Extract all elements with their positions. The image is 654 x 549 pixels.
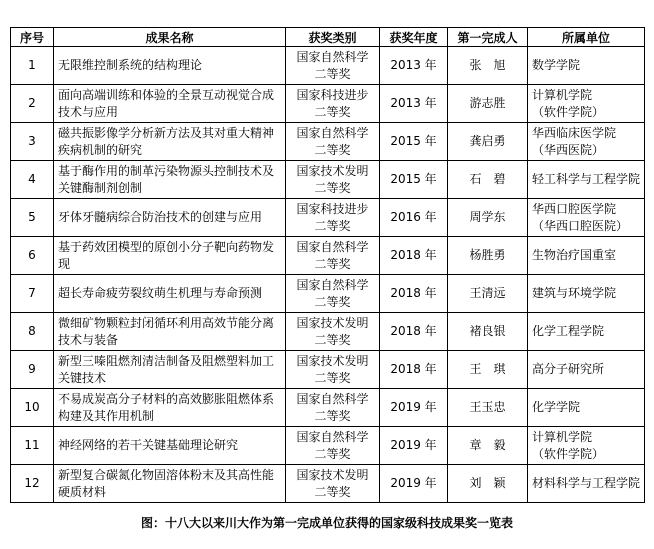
cell-unit (528, 389, 645, 427)
cell-name: 磁共振影像学分析新方法及其对重大精神疾病机制的研究 (54, 123, 286, 161)
cell-type-line: 二等奖 (314, 180, 351, 195)
cell-year: 2019 年 (380, 465, 448, 503)
cell-year: 2015 年 (380, 161, 448, 199)
cell-person: 褚良银 (448, 313, 528, 351)
cell-name: 基于酶作用的制革污染物源头控制技术及关键酶制剂创制 (54, 161, 286, 199)
cell-type-line: 国家科技进步 (296, 201, 369, 216)
cell-type (286, 351, 380, 389)
cell-type-line: 国家技术发明 (296, 353, 369, 368)
cell-unit (528, 427, 645, 465)
cell-name: 新型复合碳氮化物固溶体粉末及其高性能硬质材料 (54, 465, 286, 503)
cell-unit-line: 计算机学院 (532, 429, 593, 444)
header-unit: 所属单位 (528, 28, 645, 47)
table-body (11, 47, 645, 503)
cell-name: 基于药效团模型的原创小分子靶向药物发现 (54, 237, 286, 275)
cell-unit-line: （华西口腔医院） (532, 218, 629, 233)
cell-unit-line: 华西临床医学院 (532, 125, 617, 140)
cell-unit (528, 313, 645, 351)
cell-type (286, 161, 380, 199)
cell-year: 2018 年 (380, 351, 448, 389)
cell-unit-line: （华西医院） (532, 142, 605, 157)
cell-person: 周学东 (448, 199, 528, 237)
cell-seq: 5 (11, 199, 54, 237)
cell-name: 神经网络的若干关键基础理论研究 (54, 427, 286, 465)
cell-seq: 2 (11, 85, 54, 123)
cell-unit (528, 275, 645, 313)
cell-unit-line: 华西口腔医学院 (532, 201, 617, 216)
cell-seq: 4 (11, 161, 54, 199)
cell-unit (528, 199, 645, 237)
cell-type-line: 二等奖 (314, 142, 351, 157)
cell-year: 2018 年 (380, 313, 448, 351)
cell-type (286, 123, 380, 161)
cell-type-line: 国家技术发明 (296, 315, 369, 330)
cell-type (286, 389, 380, 427)
cell-year: 2013 年 (380, 85, 448, 123)
table-row (11, 85, 645, 123)
cell-type-line: 二等奖 (314, 104, 351, 119)
cell-year: 2015 年 (380, 123, 448, 161)
cell-year: 2018 年 (380, 237, 448, 275)
cell-unit (528, 47, 645, 85)
cell-name: 超长寿命疲劳裂纹萌生机理与寿命预测 (54, 275, 286, 313)
cell-name: 无限维控制系统的结构理论 (54, 47, 286, 85)
awards-table-container (10, 27, 644, 503)
cell-unit-line: 化学工程学院 (532, 324, 605, 338)
cell-type-line: 二等奖 (314, 370, 351, 385)
cell-type (286, 275, 380, 313)
cell-type (286, 237, 380, 275)
cell-unit-line: 计算机学院 (532, 87, 593, 102)
header-name: 成果名称 (54, 28, 286, 47)
cell-unit-line: （软件学院） (532, 104, 605, 119)
cell-year: 2019 年 (380, 389, 448, 427)
cell-year: 2013 年 (380, 47, 448, 85)
table-row (11, 123, 645, 161)
cell-person: 王玉忠 (448, 389, 528, 427)
cell-unit (528, 465, 645, 503)
cell-unit (528, 123, 645, 161)
cell-unit-line: 数学学院 (532, 58, 581, 72)
cell-type-line: 国家自然科学 (296, 277, 369, 292)
cell-type-line: 二等奖 (314, 408, 351, 423)
cell-person: 杨胜勇 (448, 237, 528, 275)
cell-unit-line: （软件学院） (532, 446, 605, 461)
cell-person: 刘 颖 (448, 465, 528, 503)
cell-person: 游志胜 (448, 85, 528, 123)
header-year: 获奖年度 (380, 28, 448, 47)
cell-seq: 7 (11, 275, 54, 313)
table-caption: 图：十八大以来川大作为第一完成单位获得的国家级科技成果奖一览表 (140, 516, 513, 530)
cell-person: 张 旭 (448, 47, 528, 85)
cell-year: 2018 年 (380, 275, 448, 313)
table-row (11, 199, 645, 237)
cell-type-line: 国家科技进步 (296, 87, 369, 102)
cell-seq: 8 (11, 313, 54, 351)
table-row (11, 275, 645, 313)
cell-seq: 6 (11, 237, 54, 275)
cell-type-line: 国家技术发明 (296, 467, 369, 482)
cell-type-line: 国家自然科学 (296, 391, 369, 406)
table-row (11, 351, 645, 389)
cell-type-line: 二等奖 (314, 256, 351, 271)
cell-unit-line: 生物治疗国重室 (532, 248, 617, 262)
awards-table (10, 27, 645, 503)
table-row (11, 237, 645, 275)
cell-type-line: 国家自然科学 (296, 49, 369, 64)
cell-seq: 10 (11, 389, 54, 427)
cell-person: 王清远 (448, 275, 528, 313)
cell-unit-line: 建筑与环境学院 (532, 286, 617, 300)
cell-unit-line: 化学学院 (532, 400, 581, 414)
cell-seq: 3 (11, 123, 54, 161)
header-type: 获奖类别 (286, 28, 380, 47)
header-person: 第一完成人 (448, 28, 528, 47)
cell-year: 2016 年 (380, 199, 448, 237)
cell-person: 章 毅 (448, 427, 528, 465)
header-seq: 序号 (11, 28, 54, 47)
cell-seq: 12 (11, 465, 54, 503)
cell-name: 微细矿物颗粒封闭循环利用高效节能分离技术与装备 (54, 313, 286, 351)
cell-person: 龚启勇 (448, 123, 528, 161)
table-row (11, 389, 645, 427)
cell-seq: 9 (11, 351, 54, 389)
cell-type-line: 国家自然科学 (296, 429, 369, 444)
cell-type (286, 85, 380, 123)
table-row (11, 313, 645, 351)
cell-type (286, 199, 380, 237)
cell-name: 牙体牙髓病综合防治技术的创建与应用 (54, 199, 286, 237)
cell-person: 王 琪 (448, 351, 528, 389)
cell-type-line: 二等奖 (314, 294, 351, 309)
table-row (11, 427, 645, 465)
cell-seq: 11 (11, 427, 54, 465)
cell-unit-line: 轻工科学与工程学院 (532, 172, 641, 186)
cell-type-line: 二等奖 (314, 484, 351, 499)
cell-type-line: 国家自然科学 (296, 125, 369, 140)
cell-unit (528, 161, 645, 199)
cell-type-line: 二等奖 (314, 332, 351, 347)
cell-unit-line: 材料科学与工程学院 (532, 476, 641, 490)
cell-person: 石 碧 (448, 161, 528, 199)
cell-seq: 1 (11, 47, 54, 85)
cell-type-line: 二等奖 (314, 218, 351, 233)
cell-name: 不易成炭高分子材料的高效膨胀阻燃体系构建及其作用机制 (54, 389, 286, 427)
table-row (11, 465, 645, 503)
cell-unit (528, 85, 645, 123)
table-row (11, 161, 645, 199)
cell-type-line: 国家技术发明 (296, 163, 369, 178)
cell-type-line: 二等奖 (314, 446, 351, 461)
cell-type-line: 二等奖 (314, 66, 351, 81)
cell-type (286, 427, 380, 465)
cell-type (286, 465, 380, 503)
cell-type (286, 313, 380, 351)
table-row (11, 47, 645, 85)
cell-unit-line: 高分子研究所 (532, 362, 605, 376)
cell-year: 2019 年 (380, 427, 448, 465)
cell-name: 新型三嗪阻燃剂清洁制备及阻燃塑料加工关键技术 (54, 351, 286, 389)
table-header-row (11, 28, 645, 47)
cell-type-line: 国家自然科学 (296, 239, 369, 254)
cell-unit (528, 351, 645, 389)
cell-name: 面向高端训练和体验的全景互动视觉合成技术与应用 (54, 85, 286, 123)
cell-type (286, 47, 380, 85)
cell-unit (528, 237, 645, 275)
